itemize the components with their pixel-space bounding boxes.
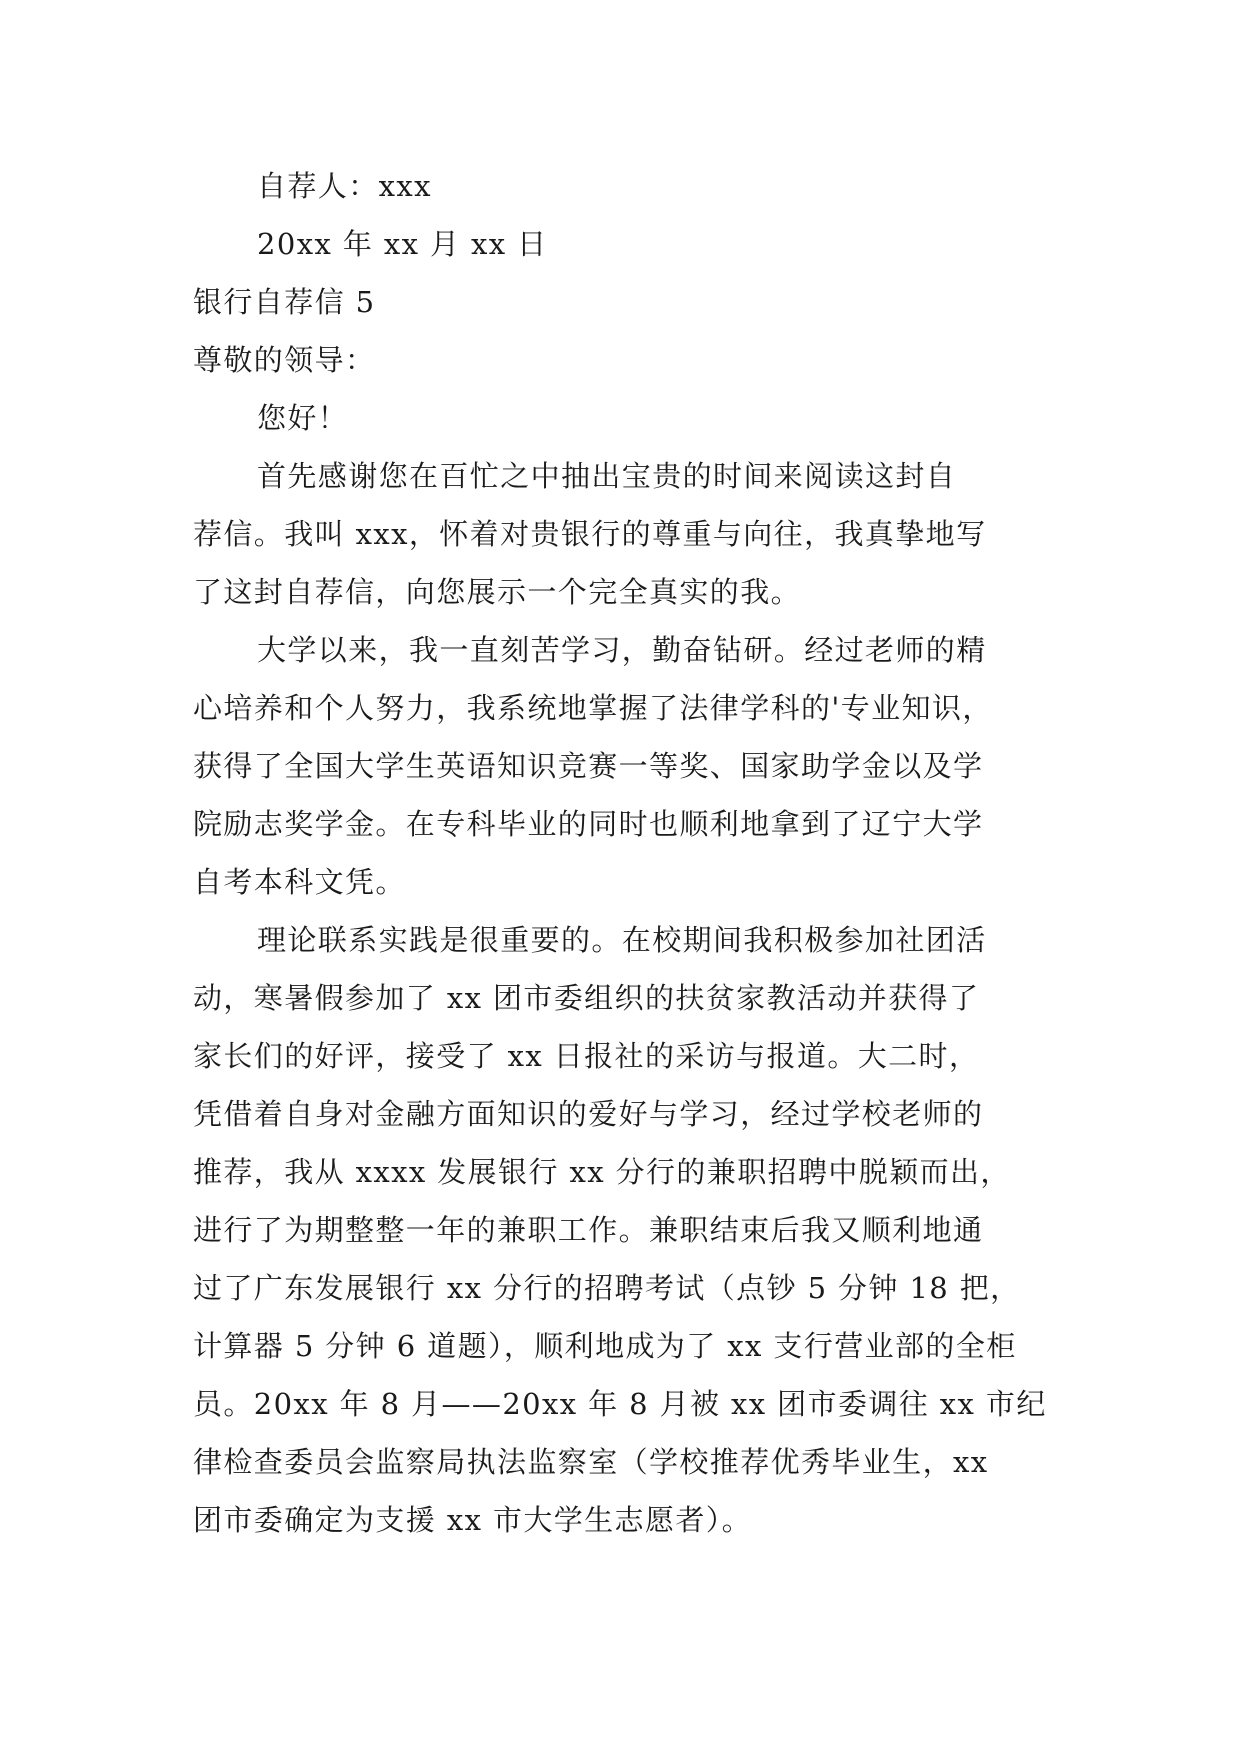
paragraph-2 xyxy=(193,621,1053,911)
paragraph-line: 荐信。我叫 xxx，怀着对贵银行的尊重与向往，我真挚地写 xyxy=(193,517,987,551)
signature-block xyxy=(193,157,1053,273)
paragraph-line: 自考本科文凭。 xyxy=(193,865,406,899)
paragraph-line: 动，寒暑假参加了 xx 团市委组织的扶贫家教活动并获得了 xyxy=(193,981,980,1015)
paragraph-line: 首先感谢您在百忙之中抽出宝贵的时间来阅读这封自 xyxy=(257,459,957,493)
paragraph-line: 推荐，我从 xxxx 发展银行 xx 分行的兼职招聘中脱颖而出， xyxy=(193,1155,1011,1189)
signer-line: 自荐人：xxx xyxy=(257,169,432,203)
paragraph-line: 了这封自荐信，向您展示一个完全真实的我。 xyxy=(193,575,802,609)
paragraph-line: 理论联系实践是很重要的。在校期间我积极参加社团活 xyxy=(257,923,987,957)
greeting: 您好！ xyxy=(257,401,349,435)
paragraph-3 xyxy=(193,911,1053,1549)
paragraph-line: 团市委确定为支援 xx 市大学生志愿者）。 xyxy=(193,1503,753,1537)
paragraph-line: 心培养和个人努力，我系统地掌握了法律学科的'专业知识， xyxy=(193,691,993,725)
paragraph-line: 家长们的好评，接受了 xx 日报社的采访与报道。大二时， xyxy=(193,1039,980,1073)
letter-body xyxy=(193,389,1053,1549)
paragraph-line: 获得了全国大学生英语知识竞赛一等奖、国家助学金以及学 xyxy=(193,749,984,783)
letter-header xyxy=(193,273,1053,389)
paragraph-line: 律检查委员会监察局执法监察室（学校推荐优秀毕业生，xx xyxy=(193,1445,989,1479)
salutation: 尊敬的领导： xyxy=(193,343,376,377)
paragraph-line: 院励志奖学金。在专科毕业的同时也顺利地拿到了辽宁大学 xyxy=(193,807,984,841)
paragraph-line: 过了广东发展银行 xx 分行的招聘考试（点钞 5 分钟 18 把， xyxy=(193,1271,1021,1305)
paragraph-line: 员。20xx 年 8 月——20xx 年 8 月被 xx 团市委调往 xx 市纪 xyxy=(193,1387,1047,1421)
paragraph-1 xyxy=(193,447,1053,621)
paragraph-line: 凭借着自身对金融方面知识的爱好与学习，经过学校老师的 xyxy=(193,1097,984,1131)
paragraph-line: 进行了为期整整一年的兼职工作。兼职结束后我又顺利地通 xyxy=(193,1213,984,1247)
paragraph-line: 大学以来，我一直刻苦学习，勤奋钻研。经过老师的精 xyxy=(257,633,987,667)
date-line: 20xx 年 xx 月 xx 日 xyxy=(257,227,548,261)
letter-title: 银行自荐信 5 xyxy=(193,285,376,319)
paragraph-line: 计算器 5 分钟 6 道题），顺利地成为了 xx 支行营业部的全柜 xyxy=(193,1329,1017,1363)
